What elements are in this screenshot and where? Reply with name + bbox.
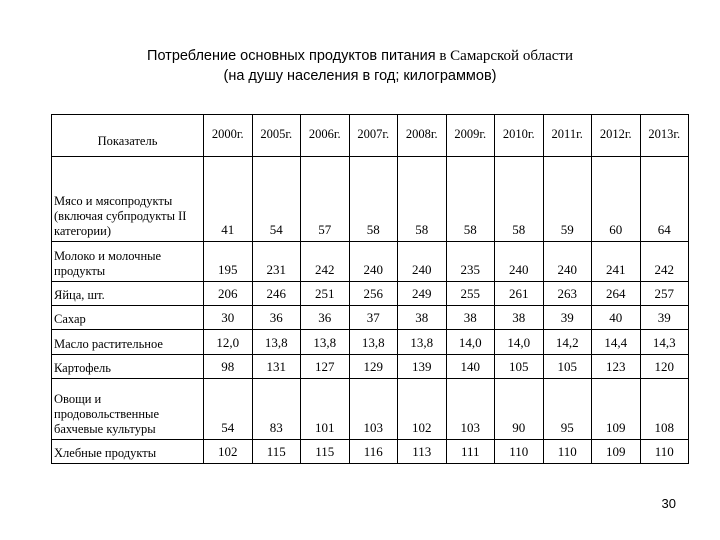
value-cell: 206 [204,281,253,305]
value-cell: 140 [446,354,495,378]
value-cell: 111 [446,439,495,463]
row-label: Хлебные продукты [52,439,204,463]
value-cell: 58 [446,157,495,242]
value-cell: 38 [495,305,544,329]
year-header: 2012г. [592,115,641,157]
value-cell: 116 [349,439,398,463]
value-cell: 261 [495,281,544,305]
value-cell: 39 [640,305,689,329]
value-cell: 240 [543,242,592,282]
value-cell: 36 [301,305,350,329]
value-cell: 14,2 [543,330,592,354]
table-row [52,354,689,378]
row-label: Картофель [52,354,204,378]
value-cell: 13,8 [301,330,350,354]
value-cell: 54 [252,157,301,242]
value-cell: 139 [398,354,447,378]
value-cell: 109 [592,439,641,463]
value-cell: 90 [495,378,544,439]
value-cell: 263 [543,281,592,305]
value-cell: 113 [398,439,447,463]
value-cell: 264 [592,281,641,305]
value-cell: 249 [398,281,447,305]
page-number: 30 [661,496,676,511]
value-cell: 105 [543,354,592,378]
value-cell: 256 [349,281,398,305]
title-line-1 [0,48,720,65]
value-cell: 39 [543,305,592,329]
year-header: 2009г. [446,115,495,157]
value-cell: 120 [640,354,689,378]
value-cell: 131 [252,354,301,378]
value-cell: 110 [495,439,544,463]
value-cell: 37 [349,305,398,329]
value-cell: 102 [398,378,447,439]
value-cell: 129 [349,354,398,378]
row-label: Мясо и мясопродукты (включая субпродукты II категории) [52,157,204,242]
value-cell: 83 [252,378,301,439]
year-header: 2011г. [543,115,592,157]
title-line-1-region: в Самарской области [435,48,573,64]
value-cell: 108 [640,378,689,439]
value-cell: 14,0 [446,330,495,354]
row-label: Яйца, шт. [52,281,204,305]
header-row [52,115,689,157]
value-cell: 195 [204,242,253,282]
value-cell: 242 [301,242,350,282]
year-header: 2005г. [252,115,301,157]
value-cell: 115 [301,439,350,463]
value-cell: 110 [640,439,689,463]
value-cell: 103 [349,378,398,439]
table-row [52,330,689,354]
value-cell: 240 [495,242,544,282]
table-row [52,157,689,242]
value-cell: 115 [252,439,301,463]
value-cell: 102 [204,439,253,463]
value-cell: 13,8 [398,330,447,354]
value-cell: 58 [349,157,398,242]
value-cell: 57 [301,157,350,242]
value-cell: 13,8 [349,330,398,354]
value-cell: 123 [592,354,641,378]
table-row [52,281,689,305]
year-header: 2007г. [349,115,398,157]
row-label: Молоко и молочные продукты [52,242,204,282]
corner-header: Показатель [52,115,204,157]
value-cell: 241 [592,242,641,282]
value-cell: 98 [204,354,253,378]
value-cell: 40 [592,305,641,329]
row-label: Овощи и продовольственные бахчевые культуры [52,378,204,439]
value-cell: 251 [301,281,350,305]
value-cell: 235 [446,242,495,282]
value-cell: 38 [446,305,495,329]
value-cell: 41 [204,157,253,242]
value-cell: 255 [446,281,495,305]
value-cell: 231 [252,242,301,282]
value-cell: 54 [204,378,253,439]
year-header: 2013г. [640,115,689,157]
value-cell: 240 [398,242,447,282]
value-cell: 95 [543,378,592,439]
value-cell: 12,0 [204,330,253,354]
title-line-1-main: Потребление основных продуктов питания [147,48,436,64]
year-header: 2006г. [301,115,350,157]
value-cell: 14,4 [592,330,641,354]
value-cell: 240 [349,242,398,282]
value-cell: 127 [301,354,350,378]
table-row [52,305,689,329]
year-header: 2008г. [398,115,447,157]
title-line-2: (на душу населения в год; килограммов) [223,68,497,84]
value-cell: 64 [640,157,689,242]
value-cell: 109 [592,378,641,439]
table-row [52,378,689,439]
table-row [52,242,689,282]
value-cell: 59 [543,157,592,242]
value-cell: 58 [398,157,447,242]
value-cell: 103 [446,378,495,439]
value-cell: 14,0 [495,330,544,354]
table-row [52,439,689,463]
value-cell: 30 [204,305,253,329]
value-cell: 13,8 [252,330,301,354]
value-cell: 105 [495,354,544,378]
year-header: 2000г. [204,115,253,157]
row-label: Масло растительное [52,330,204,354]
value-cell: 36 [252,305,301,329]
year-header: 2010г. [495,115,544,157]
value-cell: 257 [640,281,689,305]
consumption-table [51,114,689,464]
value-cell: 60 [592,157,641,242]
value-cell: 242 [640,242,689,282]
value-cell: 58 [495,157,544,242]
value-cell: 38 [398,305,447,329]
value-cell: 14,3 [640,330,689,354]
value-cell: 110 [543,439,592,463]
value-cell: 101 [301,378,350,439]
row-label: Сахар [52,305,204,329]
value-cell: 246 [252,281,301,305]
